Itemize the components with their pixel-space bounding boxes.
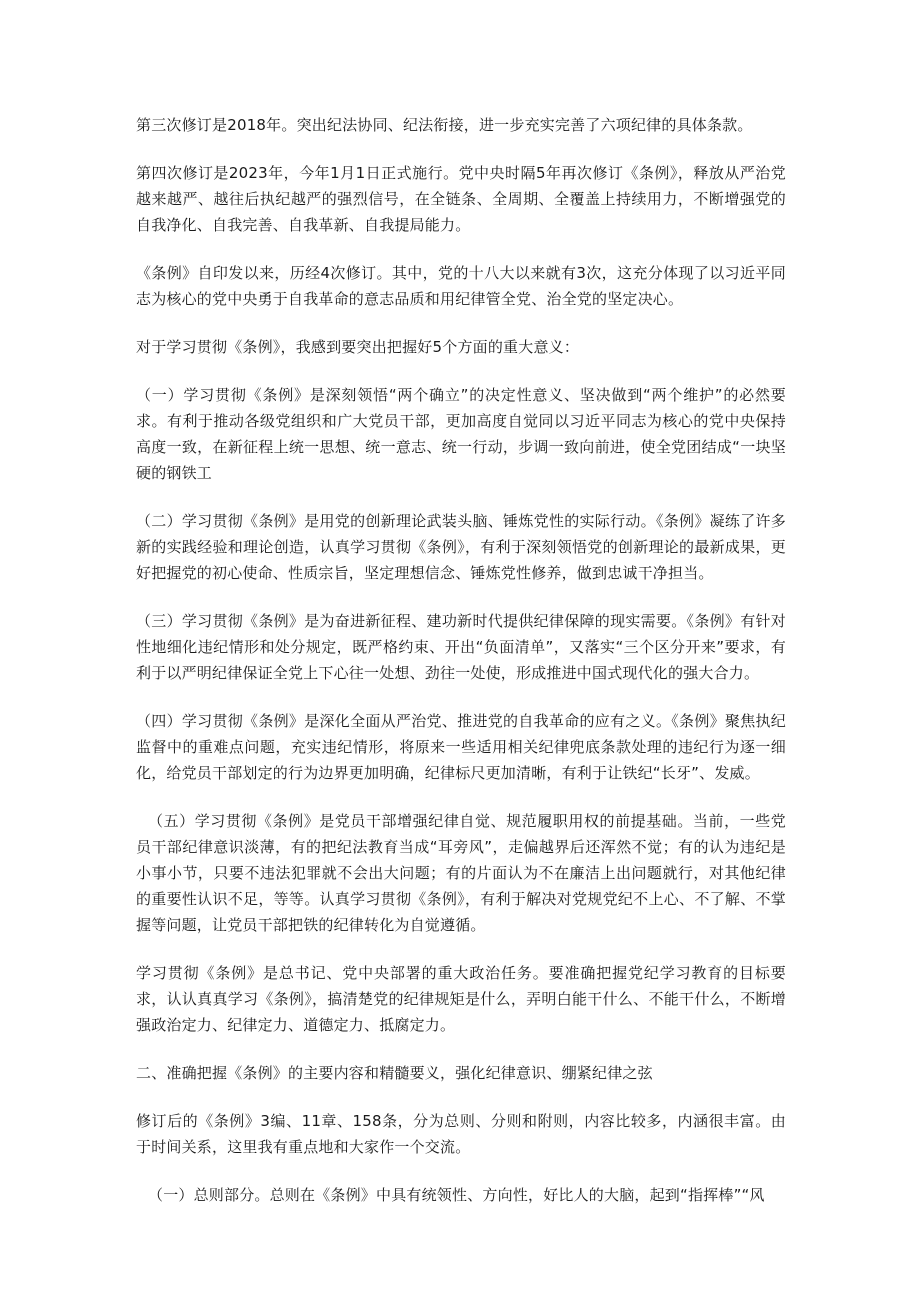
paragraph-third-revision: 第三次修订是2018年。突出纪法协同、纪法衔接，进一步充实完善了六项纪律的具体条款。 [136, 116, 753, 134]
paragraph-significance-1: （一）学习贯彻《条例》是深刻领悟“两个确立”的决定性意义、坚决做到“两个维护”的必然要求。有利于推动各级党组织和广大党员干部，更加高度自觉同以习近平同志为核心的党中央保持高度一致，在新征程上统一思想、统一意志、统一行动，步调一致向前进，使全党团结成“一块坚硬的钢铁工 [136, 386, 786, 482]
paragraph-general-provisions: （一）总则部分。总则在《条例》中具有统领性、方向性，好比人的大脑，起到“指挥棒”“风 [148, 1186, 765, 1204]
paragraph-five-aspects-intro: 对于学习贯彻《条例》，我感到要突出把握好5个方面的重大意义： [136, 338, 580, 356]
paragraph-political-task: 学习贯彻《条例》是总书记、党中央部署的重大政治任务。要准确把握党纪学习教育的目标要求，认认真真学习《条例》，搞清楚党的纪律规矩是什么，弄明白能干什么、不能干什么，不断增强政治定力、纪律定力、道德定力、抵腐定力。 [136, 964, 786, 1034]
paragraph-significance-2: （二）学习贯彻《条例》是用党的创新理论武装头脑、锤炼党性的实际行动。《条例》凝练了许多新的实践经验和理论创造，认真学习贯彻《条例》，有利于深刻领悟党的创新理论的最新成果，更好把握党的初心使命、性质宗旨，坚定理想信念、锤炼党性修养，做到忠诚干净担当。 [136, 512, 786, 582]
document-body [136, 112, 786, 1230]
section-heading-2: 二、准确把握《条例》的主要内容和精髓要义，强化纪律意识、绷紧纪律之弦 [136, 1064, 653, 1082]
paragraph-significance-5: （五）学习贯彻《条例》是党员干部增强纪律自觉、规范履职用权的前提基础。当前，一些党员干部纪律意识淡薄，有的把纪法教育当成“耳旁风”，走偏越界后还浑然不觉；有的认为违纪是小事小节，只要不违法犯罪就不会出大问题；有的片面认为不在廉洁上出问题就行，对其他纪律的重要性认识不足，等等。认真学习贯彻《条例》，有利于解决对党规党纪不上心、不了解、不掌握等问题，让党员干部把铁的纪律转化为自觉遵循。 [136, 812, 786, 934]
paragraph-significance-3: （三）学习贯彻《条例》是为奋进新征程、建功新时代提供纪律保障的现实需要。《条例》有针对性地细化违纪情形和处分规定，既严格约束、开出“负面清单”，又落实“三个区分开来”要求，有利于以严明纪律保证全党上下心往一处想、劲往一处使，形成推进中国式现代化的强大合力。 [136, 612, 786, 682]
paragraph-structure: 修订后的《条例》3编、11章、158条，分为总则、分则和附则，内容比较多，内涵很丰富。由于时间关系，这里我有重点地和大家作一个交流。 [136, 1112, 786, 1156]
paragraph-significance-4: （四）学习贯彻《条例》是深化全面从严治党、推进党的自我革命的应有之义。《条例》聚焦执纪监督中的重难点问题，充实违纪情形，将原来一些适用相关纪律兜底条款处理的违纪行为逐一细化，给党员干部划定的行为边界更加明确，纪律标尺更加清晰，有利于让铁纪“长牙”、发威。 [136, 712, 786, 782]
paragraph-revision-summary: 《条例》自印发以来，历经4次修订。其中，党的十八大以来就有3次，这充分体现了以习近平同志为核心的党中央勇于自我革命的意志品质和用纪律管全党、治全党的坚定决心。 [136, 264, 786, 308]
paragraph-fourth-revision: 第四次修订是2023年，今年1月1日正式施行。党中央时隔5年再次修订《条例》，释放从严治党越来越严、越往后执纪越严的强烈信号，在全链条、全周期、全覆盖上持续用力，不断增强党的自我净化、自我完善、自我革新、自我提局能力。 [136, 164, 786, 234]
